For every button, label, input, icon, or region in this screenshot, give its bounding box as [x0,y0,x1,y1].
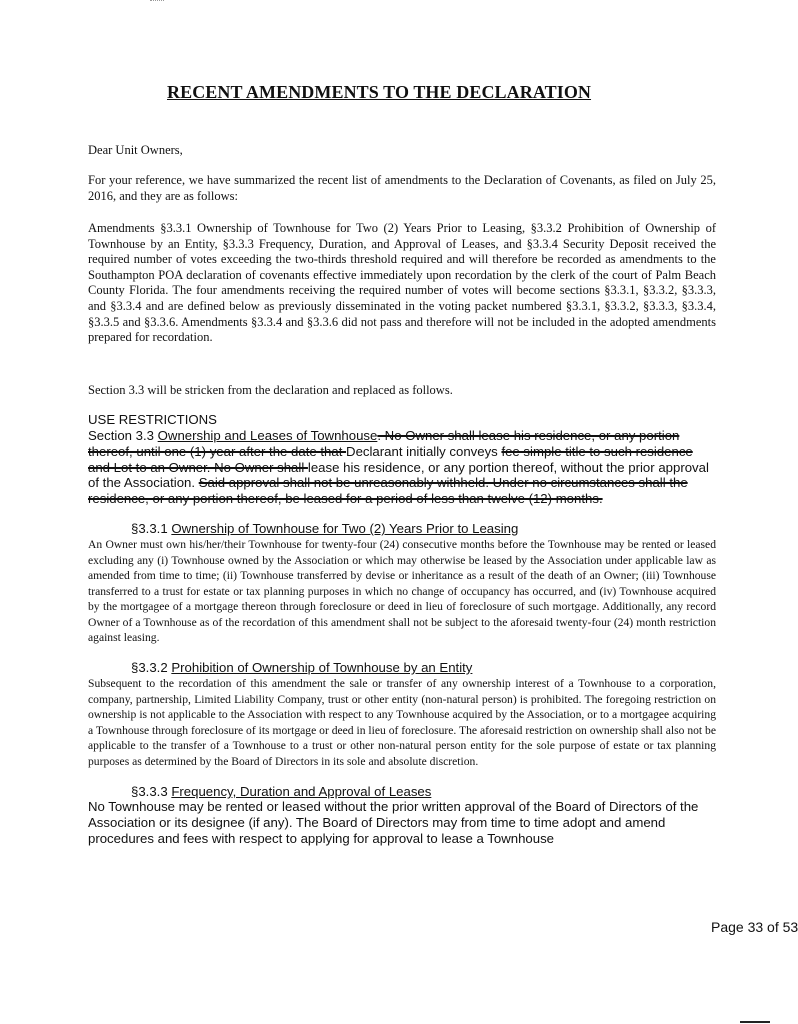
subsection-3-3-3-heading [131,784,431,799]
subsection-3-3-1-body: An Owner must own his/her/their Townhouse for twenty-four (24) consecutive months before the Townhouse may be rented or leased excluding any (i) Townhouse owned by the Association or which may otherwise be leased by the Association under applicable law as amended from time to time; (ii) Townhouse transferred by devise or inheritance as a result of the death of an Owner; (iii) Townhouse transferred to a trust for estate or tax planning purposes in which no change of occupancy has occurred, and (iv) Townhouse acquired by the mortgagee of a mortgage thereon through foreclosure or deed in lieu of foreclosure of such mortgage. Additionally, any record Owner of a Townhouse as of the recordation of this amendment shall not be subject to the aforesaid twenty-four (24) month restriction against leasing. [88,538,716,644]
subsection-number: §3.3.1 [131,521,172,536]
section-3-3-title: Ownership and Leases of Townhouse [157,428,378,443]
scan-artifact [150,0,164,6]
subsection-title: Prohibition of Ownership of Townhouse by an Entity [171,660,473,675]
salutation: Dear Unit Owners, [88,143,183,157]
subsection-3-3-2-body: Subsequent to the recordation of this amendment the sale or transfer of any ownership interest of a Townhouse to a corporation, company, partnership, Limited Liability Company, trust or other entity (non-natural person) is prohibited. The foregoing restriction on ownership is not applicable to the Association with respect to any Townhouse acquired by the Association, or to a mortgagee acquiring a Townhouse through foreclosure of its mortgage or deed in lieu of foreclosure. The aforesaid restriction on ownership shall also not be applicable to the transfer of a Townhouse to a trust or other non-natural person entity for the sole purpose of estate or tax planning purposes as determined by the Board of Directors in its sole and absolute discretion. [88,677,716,768]
page-number: Page 33 of 53 [711,919,798,935]
page-title: RECENT AMENDMENTS TO THE DECLARATION [167,82,592,102]
subsection-number: §3.3.2 [131,660,172,675]
struck-text: . No Owner shall lease his residence, or any portion thereof, until one (1) year after the date that [88,428,680,459]
subsection-3-3-3-body: No Townhouse may be rented or leased without the prior written approval of the Board of Directors of the Association or its designee (if any). The Board of Directors may from time to time adopt and amend procedures and fees with respect to applying for approval to lease a Townhouse [88,799,699,846]
struck-text: fee simple title to such residence and Lot to an Owner. No Owner shall [88,443,693,475]
section-replacement-note: Section 3.3 will be stricken from the declaration and replaced as follows. [88,383,453,397]
amendments-summary-paragraph: Amendments §3.3.1 Ownership of Townhouse for Two (2) Years Prior to Leasing, §3.3.2 Prohibition of Ownership of Townhouse by an Entity, §3.3.3 Frequency, Duration, and Approval of Leases, and §3.3.4 Security Deposit received the required number of votes exceeding the two-thirds threshold required and will therefore be recorded as amendments to the Southampton POA declaration of covenants effective immediately upon recordation by the clerk of the court of Palm Beach County Florida. The four amendments receiving the required number of votes will become sections §3.3.1, §3.3.2, §3.3.3, and §3.3.4 and are defined below as previously disseminated in the voting packet numbered §3.3.1, §3.3.2, §3.3.3, §3.3.4, §3.3.5 and §3.3.6. Amendments §3.3.4 and §3.3.6 did not pass and therefore will not be included in the adopted amendments prepared for recordation. [88,221,716,345]
retained-text: lease his residence, or any portion thereof, without the prior approval of the Association. [88,459,709,491]
subsection-title: Ownership of Townhouse for Two (2) Years Prior to Leasing [171,521,519,536]
section-3-3-label: Section 3.3 [88,428,158,443]
retained-text: Declarant initially conveys [346,443,502,459]
scan-edge-line [740,1021,770,1023]
section-3-3-paragraph [88,428,716,507]
subsection-title: Frequency, Duration and Approval of Leases [171,784,432,799]
struck-text: Said approval shall not be unreasonably withheld. Under no circumstances shall the residence, or any portion thereof, be leased for a period of less than twelve (12) months. [88,475,688,507]
subsection-3-3-1-heading [131,521,518,536]
use-restrictions-heading: USE RESTRICTIONS [88,412,217,427]
subsection-number: §3.3.3 [131,784,172,799]
subsection-3-3-2-heading [131,660,472,675]
intro-paragraph: For your reference, we have summarized the recent list of amendments to the Declaration of Covenants, as filed on July 25, 2016, and they are as follows: [88,173,716,203]
